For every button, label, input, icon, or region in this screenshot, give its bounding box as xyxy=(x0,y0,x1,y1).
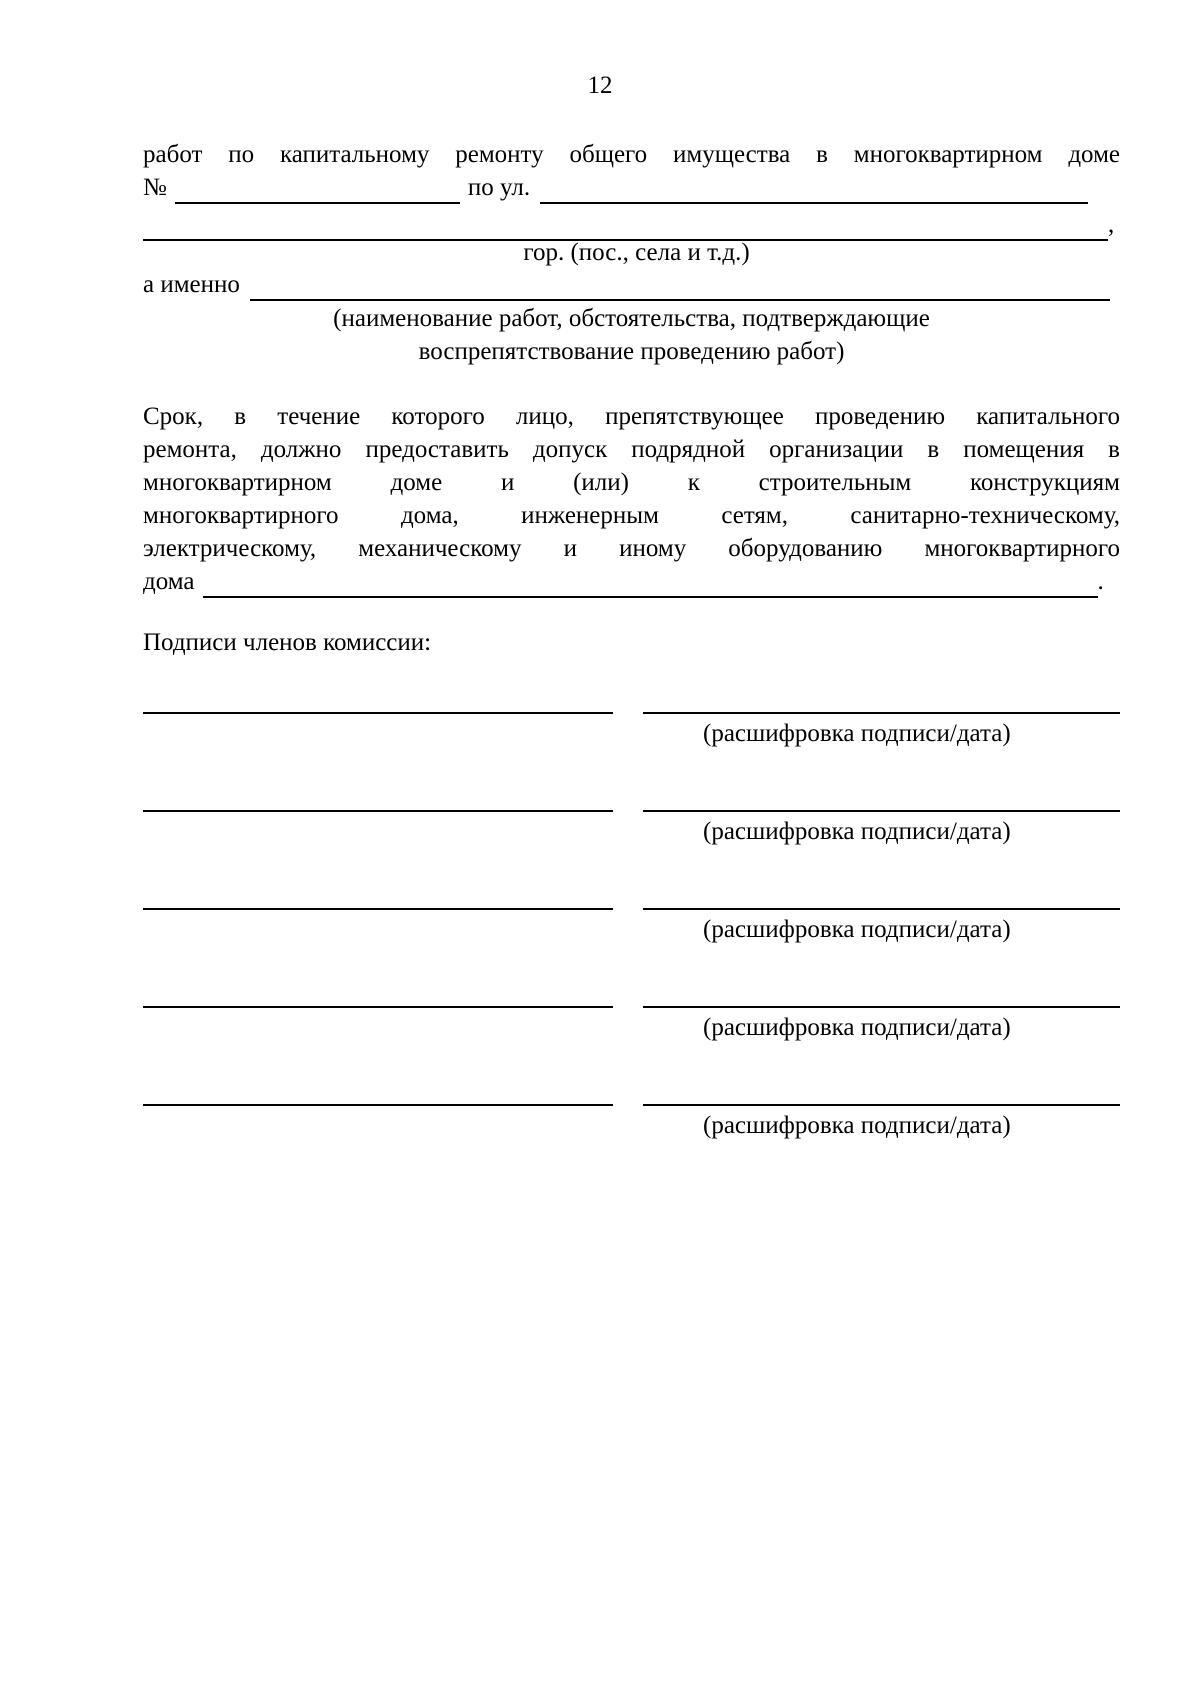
term-line: ремонта, должно предоставить допуск подрядной организации в помещения в xyxy=(143,436,1120,463)
term-last-row xyxy=(143,565,1120,598)
city-comma: , xyxy=(1108,211,1115,238)
term-last-label: дома xyxy=(143,568,195,595)
works-hint-line-1: (наименование работ, обстоятельства, подтверждающие xyxy=(333,305,930,332)
signatures-heading: Подписи членов комиссии: xyxy=(143,629,432,656)
term-line: электрическому, механическому и иному оборудованию многоквартирного xyxy=(143,535,1120,562)
number-label: № xyxy=(143,174,167,201)
term-period-field[interactable] xyxy=(203,570,1098,598)
signature-decoding-field[interactable] xyxy=(643,1006,1120,1008)
namely-row-block xyxy=(143,268,1120,301)
namely-label: а именно xyxy=(143,271,240,298)
signature-row xyxy=(143,1006,1120,1066)
signature-field[interactable] xyxy=(143,810,613,812)
term-line: Срок, в течение которого лицо, препятствующее проведению капитального xyxy=(143,403,1120,430)
street-field[interactable] xyxy=(540,176,1088,204)
signature-row xyxy=(143,712,1120,772)
house-number-field[interactable] xyxy=(175,176,460,204)
signature-caption: (расшифровка подписи/дата) xyxy=(703,916,1011,943)
signature-field[interactable] xyxy=(143,712,613,714)
signature-caption: (расшифровка подписи/дата) xyxy=(703,1014,1011,1041)
intro-line-1: работ по капитальному ремонту общего имущества в многоквартирном доме xyxy=(143,141,1120,168)
signature-field[interactable] xyxy=(143,908,613,910)
signature-decoding-field[interactable] xyxy=(643,810,1120,812)
street-label: по ул. xyxy=(467,174,531,201)
signature-caption: (расшифровка подписи/дата) xyxy=(703,818,1011,845)
signature-caption: (расшифровка подписи/дата) xyxy=(703,1112,1011,1139)
term-period-dot: . xyxy=(1097,568,1104,595)
works-field[interactable] xyxy=(250,273,1110,301)
signature-caption: (расшифровка подписи/дата) xyxy=(703,720,1011,747)
signature-row xyxy=(143,1104,1120,1164)
term-line: многоквартирного дома, инженерным сетям, санитарно-техническому, xyxy=(143,502,1120,529)
signature-decoding-field[interactable] xyxy=(643,908,1120,910)
page-number: 12 xyxy=(587,72,613,99)
signature-decoding-field[interactable] xyxy=(643,1104,1120,1106)
intro-section xyxy=(143,138,1120,241)
city-hint: гор. (пос., села и т.д.) xyxy=(523,239,750,266)
signature-field[interactable] xyxy=(143,1006,613,1008)
namely-row xyxy=(143,268,1120,301)
signature-row xyxy=(143,810,1120,870)
term-section xyxy=(143,400,1120,598)
signature-row xyxy=(143,908,1120,968)
signature-field[interactable] xyxy=(143,1104,613,1106)
signature-decoding-field[interactable] xyxy=(643,712,1120,714)
term-line: многоквартирном доме и (или) к строительным конструкциям xyxy=(143,469,1120,496)
address-row xyxy=(143,171,1120,204)
works-hint-line-2: воспрепятствование проведению работ) xyxy=(418,338,845,365)
